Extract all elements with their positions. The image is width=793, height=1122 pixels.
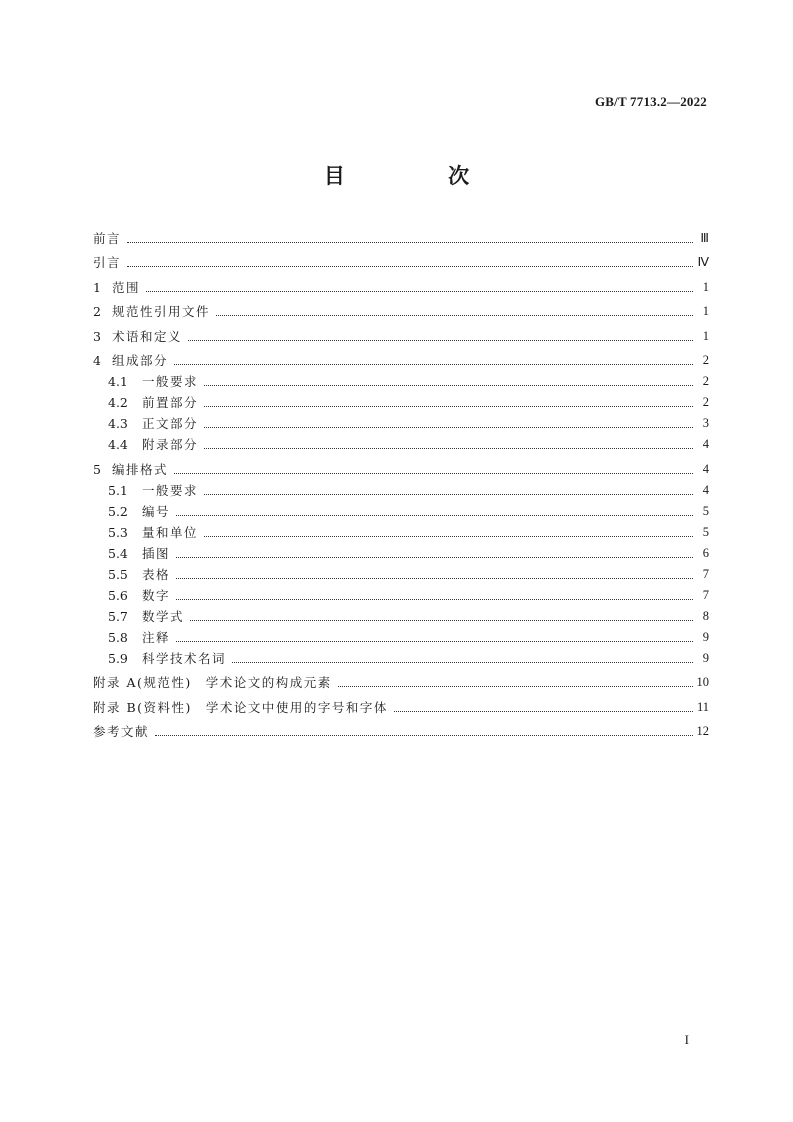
toc-dot-leader (155, 734, 692, 736)
toc-entry[interactable] (93, 564, 709, 585)
toc-entry[interactable] (93, 249, 709, 274)
toc-entry-number: 4 (93, 353, 101, 368)
toc-entry-page: 12 (696, 724, 709, 738)
toc-entry[interactable] (93, 298, 709, 323)
toc-dot-leader (176, 577, 693, 579)
toc-dot-leader (174, 472, 693, 474)
toc-entry[interactable] (93, 413, 709, 434)
toc-entry-page: 11 (696, 699, 709, 714)
toc-entry-page: 7 (702, 587, 709, 602)
toc-entry-number: 4.2 (108, 395, 128, 410)
toc-entry-label: 组成部分 (112, 353, 169, 368)
toc-entry-page: 9 (702, 650, 709, 665)
page-number: I (684, 1032, 689, 1047)
toc-dot-leader (204, 447, 693, 449)
toc-entry-page: 1 (702, 328, 709, 343)
toc-entry-page: 1 (702, 304, 709, 318)
toc-entry-number: 4.3 (108, 416, 128, 431)
toc-entry-label: 附录 B(资料性) 学术论文中使用的字号和字体 (93, 699, 388, 715)
toc-entry-page: 10 (696, 675, 709, 689)
toc-entry-label: 参考文献 (93, 724, 150, 739)
toc-entry-number: 5.6 (108, 587, 128, 603)
toc-entry[interactable] (93, 648, 709, 669)
toc-entry-page: Ⅲ (700, 230, 709, 245)
toc-entry-label: 编排格式 (112, 461, 169, 477)
toc-entry-page: 9 (702, 629, 709, 644)
toc-entry[interactable] (93, 480, 709, 501)
toc-dot-leader (190, 619, 693, 621)
toc-entry-page: 4 (702, 482, 709, 497)
toc-entry-number: 5.5 (108, 566, 128, 582)
toc-dot-leader (204, 384, 693, 386)
toc-dot-leader (204, 426, 693, 428)
toc-entry-label: 附录部分 (142, 437, 199, 452)
toc-entry[interactable] (93, 322, 709, 347)
toc-dot-leader (216, 314, 693, 316)
toc-entry[interactable] (93, 224, 709, 249)
toc-entry-page: 1 (702, 279, 709, 294)
toc-entry-number: 5.4 (108, 545, 128, 561)
toc-dot-leader (127, 265, 693, 267)
table-of-contents (93, 224, 709, 742)
toc-entry-page: 5 (702, 524, 709, 539)
toc-entry-number: 5.7 (108, 608, 128, 624)
toc-dot-leader (232, 661, 693, 663)
toc-entry-label: 数学式 (142, 608, 185, 624)
toc-entry-number: 5.3 (108, 524, 128, 540)
toc-dot-leader (127, 241, 693, 243)
toc-entry-label: 表格 (142, 566, 171, 582)
toc-entry-page: 7 (702, 566, 709, 581)
toc-entry[interactable] (93, 693, 709, 718)
toc-dot-leader (176, 514, 693, 516)
toc-dot-leader (204, 493, 693, 495)
toc-entry[interactable] (93, 455, 709, 480)
toc-dot-leader (204, 405, 693, 407)
standard-code: GB/T 7713.2—2022 (594, 94, 707, 109)
toc-entry-number: 2 (93, 304, 101, 319)
toc-entry-number: 1 (93, 279, 101, 295)
toc-entry[interactable] (93, 627, 709, 648)
toc-entry-label: 附录 A(规范性) 学术论文的构成元素 (93, 675, 332, 690)
toc-entry-number: 4.4 (108, 437, 128, 452)
toc-entry-number: 4.1 (108, 374, 128, 389)
toc-entry[interactable] (93, 718, 709, 743)
toc-title: 目 次 (323, 163, 518, 188)
toc-entry[interactable] (93, 371, 709, 392)
toc-dot-leader (176, 640, 693, 642)
toc-entry-page: 6 (702, 545, 709, 560)
toc-entry-label: 插图 (142, 545, 171, 561)
toc-entry-label: 前置部分 (142, 395, 199, 410)
toc-entry-page: 3 (702, 416, 709, 430)
toc-entry[interactable] (93, 585, 709, 606)
toc-dot-leader (394, 710, 693, 712)
toc-entry[interactable] (93, 347, 709, 372)
toc-entry-page: 2 (702, 374, 709, 388)
toc-entry-label: 前言 (93, 230, 122, 246)
toc-entry-label: 范围 (112, 279, 141, 295)
toc-entry-page: 5 (702, 503, 709, 518)
toc-entry-label: 注释 (142, 629, 171, 645)
toc-dot-leader (176, 556, 693, 558)
toc-dot-leader (204, 535, 693, 537)
toc-dot-leader (146, 290, 693, 292)
toc-entry-label: 一般要求 (142, 374, 199, 389)
toc-dot-leader (176, 598, 693, 600)
toc-entry-number: 3 (93, 328, 101, 344)
toc-dot-leader (188, 339, 693, 341)
toc-entry-page: 4 (702, 437, 709, 451)
toc-entry-number: 5 (93, 461, 101, 477)
toc-entry[interactable] (93, 522, 709, 543)
toc-entry[interactable] (93, 606, 709, 627)
toc-entry-number: 5.8 (108, 629, 128, 645)
toc-entry-label: 量和单位 (142, 524, 199, 540)
toc-entry-label: 正文部分 (142, 416, 199, 431)
toc-entry-label: 规范性引用文件 (112, 304, 211, 319)
toc-entry-page: Ⅳ (697, 255, 709, 269)
toc-entry-label: 编号 (142, 503, 171, 519)
toc-entry-number: 5.1 (108, 482, 128, 498)
toc-entry-page: 8 (702, 608, 709, 623)
toc-dot-leader (174, 363, 693, 365)
toc-entry-number: 5.9 (108, 650, 128, 666)
toc-entry-label: 术语和定义 (112, 328, 183, 344)
toc-entry-page: 4 (702, 461, 709, 476)
toc-entry[interactable] (93, 543, 709, 564)
toc-entry[interactable] (93, 669, 709, 694)
toc-entry[interactable] (93, 392, 709, 413)
toc-entry-label: 引言 (93, 255, 122, 270)
toc-entry-page: 2 (702, 353, 709, 367)
toc-entry-label: 数字 (142, 587, 171, 603)
toc-entry[interactable] (93, 273, 709, 298)
toc-entry[interactable] (93, 434, 709, 455)
toc-entry-page: 2 (702, 395, 709, 409)
toc-entry[interactable] (93, 501, 709, 522)
toc-dot-leader (338, 685, 693, 687)
toc-entry-label: 科学技术名词 (142, 650, 227, 666)
toc-entry-label: 一般要求 (142, 482, 199, 498)
toc-entry-number: 5.2 (108, 503, 128, 519)
